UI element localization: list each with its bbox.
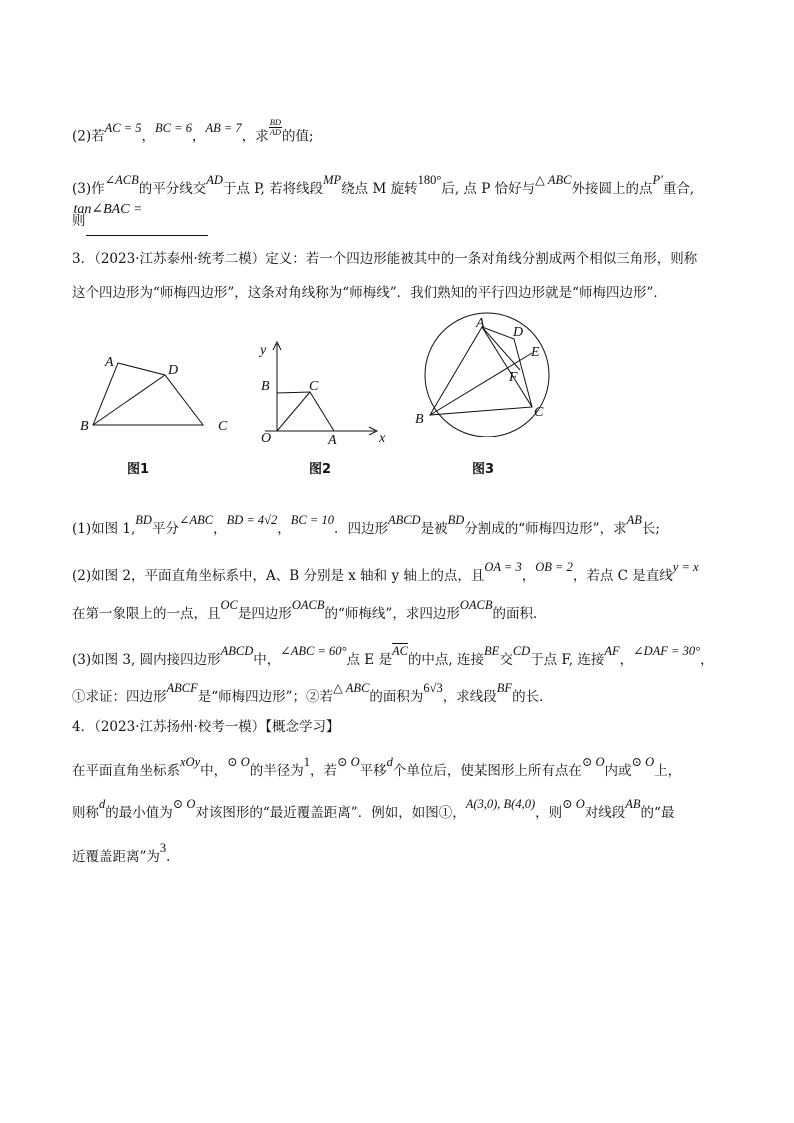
label-C: C	[309, 379, 319, 394]
fraction-bd-ad: $\frac{BD}{AD}$	[269, 117, 282, 137]
circumcircle	[425, 313, 549, 437]
segment-oc	[277, 392, 310, 431]
label-A: A	[328, 433, 337, 448]
caption-figure-3: 图3	[472, 462, 495, 477]
label-D: D	[168, 363, 179, 378]
math-ac: AC = 5	[104, 120, 142, 135]
diagonal-bd	[93, 375, 165, 425]
q3-part2-cont: 在第一象限上的一点，且OC是四边形OACB的“师梅线”，求四边形OACB的面积．	[72, 598, 547, 622]
label-y: y	[260, 343, 267, 358]
label-C: C	[218, 419, 228, 434]
caption-figure-2: 图2	[309, 462, 332, 477]
q4-line2: 则称d的最小值为⊙ O对该图形的“最近覆盖距离”．例如，如图①，A(3,0), B(4,0)，则⊙ O对线段AB的“最	[72, 797, 675, 821]
q2-part3-line: (3)作∠ACB的平分线交AD于点 P, 若将线段MP绕点 M 旋转180°后, 点 P 恰好与△ ABC外接圆上的点P′重合,	[72, 173, 695, 197]
q4-line3: 近覆盖距离”为3．	[72, 841, 180, 865]
quad-abcd	[93, 363, 203, 425]
q3-definition: 这个四边形为“师梅四边形”，这条对角线称为“师梅线”．我们熟知的平行四边形就是“师梅四边形”．	[72, 285, 667, 301]
label-x: x	[379, 431, 386, 446]
figure-3	[410, 312, 560, 437]
figure-2	[255, 338, 395, 448]
figure-1	[75, 340, 245, 440]
label-F: F	[509, 370, 518, 385]
q3-part1: (1)如图 1,BD平分∠ABC，BD = 4√2，BC = 10．四边形ABCD是被BD分割成的“师梅四边形”，求AB长;	[72, 513, 660, 537]
label-A: A	[105, 355, 114, 370]
q4-line1: 在平面直角坐标系xOy中，⊙ O的半径为1，若⊙ O平移d个单位后，使某图形上所有点在⊙ O内或⊙ O上，	[72, 755, 682, 779]
math-tan: tan∠BAC =	[73, 202, 143, 217]
q2-part3-answer-line: 则tan∠BAC =	[72, 202, 143, 229]
q4-header: 4．（2023·江苏扬州·校考一模）【概念学习】	[72, 719, 340, 735]
label-B: B	[415, 412, 424, 427]
answer-blank	[86, 224, 208, 236]
label-E: E	[531, 345, 540, 360]
label-B: B	[80, 419, 89, 434]
math-bc: BC = 6	[155, 120, 192, 135]
q3-part3-cont: ①求证：四边形ABCF是“师梅四边形”；②若△ ABC的面积为6√3，求线段BF的长．	[72, 681, 553, 705]
label-D: D	[513, 325, 524, 340]
label-A: A	[476, 316, 485, 331]
q3-part2: (2)如图 2，平面直角坐标系中，A、B 分别是 x 轴和 y 轴上的点，且OA = 3，OB = 2，若点 C 是直线y = x	[72, 560, 699, 584]
arc-ac: $\overline{AC}$	[391, 644, 408, 658]
caption-figure-1: 图1	[127, 462, 150, 477]
q3-header: 3．（2023·江苏泰州·统考二模）定义：若一个四边形能被其中的一条对角线分割成两个相似三角形，则称	[72, 251, 698, 267]
label-B: B	[261, 379, 270, 394]
math-ab: AB = 7	[205, 120, 242, 135]
q3-part3: (3)如图 3, 圆内接四边形ABCD中，∠ABC = 60°点 E 是$\overline{AC}$的中点, 连接BE交CD于点 F, 连接AF，∠DAF = 30°，	[72, 644, 714, 668]
label-C: C	[534, 405, 544, 420]
q2-part2-line: (2)若AC = 5，BC = 6，AB = 7，求 $\frac{BD}{AD}$ 的值;	[72, 117, 314, 145]
label-O: O	[261, 431, 272, 446]
